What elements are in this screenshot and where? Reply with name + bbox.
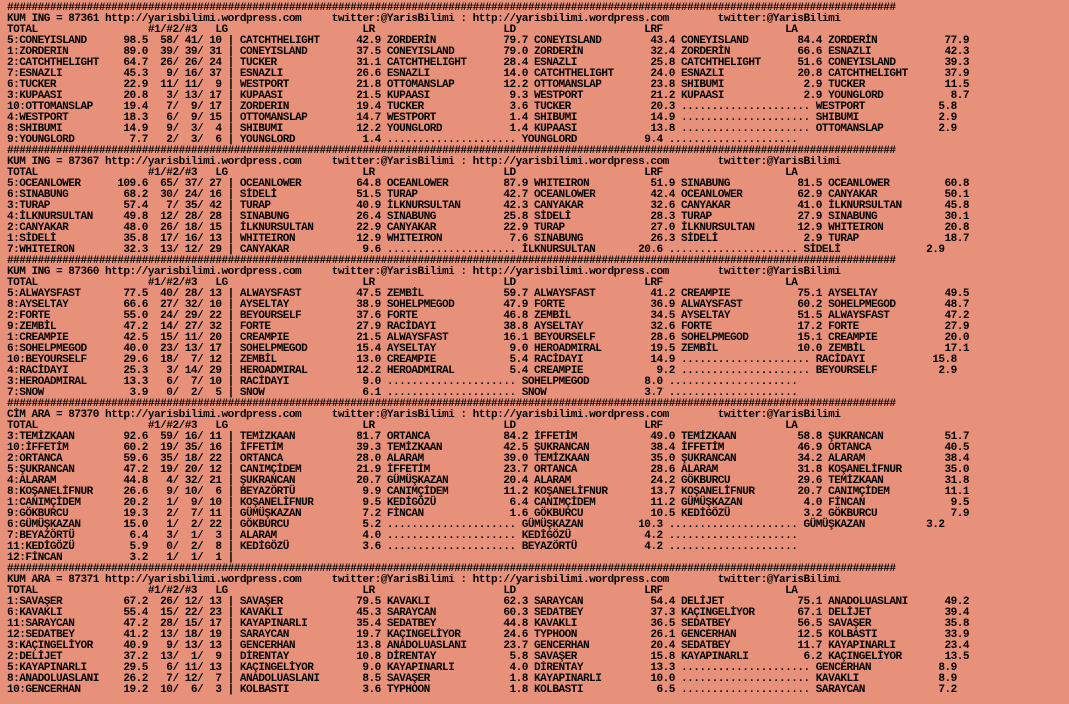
section-divider: ################################################################################################################################################# (7, 255, 896, 267)
table-row: 1:ZORDERIN 89.0 39/ 39/ 31 | CONEYISLAND 37.5 CONEYISLAND 79.0 ZORDERİN 32.4 ZORDERİN 66.6 ESNAZLI 42.3 (7, 46, 969, 58)
table-row: 10:GENCERHAN 19.2 10/ 6/ 3 | KOLBASTI 3.6 TYPHOON 1.8 KOLBASTI 6.5 ..................... SARAYCAN 7.2 (7, 684, 957, 696)
table-row: 7:SNOW 3.9 0/ 2/ 5 | SNOW 6.1 ..................... SNOW 3.7 ..................... (7, 387, 798, 399)
race-header: KUM ING = 87360 http://yarisbilimi.wordpress.com twitter:@YarisBilimi : http://yarisbilimi.wordpress.com twitter:@YarisBilimi (7, 266, 841, 278)
table-row: 7:WHITEIRON 32.3 13/ 12/ 29 | CANYAKAR 9.6 ..................... İLKNURSULTAN 20.6 ..................... SİDELİ 2.9 (7, 244, 945, 256)
table-row: 12:FİNCAN 3.2 1/ 1/ 1 | (7, 552, 234, 564)
table-row: 2:FORTE 55.0 24/ 29/ 22 | BEYOURSELF 37.6 FORTE 46.8 ZEMBİL 34.5 AYSELTAY 51.5 ALWAYSFAST 47.2 (7, 310, 969, 322)
table-row: 7:ESNAZLI 45.3 9/ 16/ 37 | ESNAZLI 26.6 ESNAZLI 14.0 CATCHTHELIGHT 24.0 ESNAZLI 20.8 CATCHTHELIGHT 37.9 (7, 68, 969, 80)
table-row: 2:CANYAKAR 48.0 26/ 18/ 15 | İLKNURSULTAN 22.9 CANYAKAR 22.9 TURAP 27.0 İLKNURSULTAN 12.9 WHITEIRON 20.8 (7, 222, 969, 234)
table-row: 8:ANADOLUASLANI 26.2 7/ 12/ 7 | ANADOLUASLANI 8.5 SAVAŞER 1.8 KAYAPINARLI 10.0 ..................... KAVAKLI 8.9 (7, 673, 957, 685)
table-row: 5:OCEANLOWER 109.6 65/ 37/ 27 | OCEANLOWER 64.8 OCEANLOWER 87.9 WHITEIRON 51.9 SINABUNG 81.5 OCEANLOWER 60.8 (7, 178, 969, 190)
table-row: 5:ALWAYSFAST 77.5 40/ 28/ 13 | ALWAYSFAST 47.5 ZEMBİL 59.7 ALWAYSFAST 41.2 CREAMPIE 75.1 AYSELTAY 49.5 (7, 288, 969, 300)
table-row: 3:TEMİZKAAN 92.6 59/ 16/ 11 | TEMİZKAAN 81.7 ORTANCA 84.2 İFFETİM 49.0 TEMİZKAAN 58.8 ŞUKRANCAN 51.7 (7, 431, 969, 443)
table-row: 5:CONEYISLAND 98.5 58/ 41/ 10 | CATCHTHELIGHT 42.9 ZORDERİN 79.7 CONEYISLAND 43.4 CONEYISLAND 84.4 ZORDERİN 77.9 (7, 35, 969, 47)
table-row: 8:KOŞANELİFNUR 26.6 9/ 10/ 6 | BEYAZÖRTÜ 9.9 CANIMÇİDEM 11.2 KOŞANELİFNUR 13.7 KOŞANELİFNUR 20.7 CANIMÇİDEM 11.1 (7, 486, 969, 498)
table-row: 8:AYSELTAY 66.6 27/ 32/ 10 | AYSELTAY 38.9 SOHELPMEGOD 47.9 FORTE 36.9 ALWAYSFAST 60.2 SOHELPMEGOD 48.7 (7, 299, 969, 311)
table-row: 6:SINABUNG 68.2 30/ 24/ 16 | SİDELİ 51.5 TURAP 42.7 OCEANLOWER 42.4 OCEANLOWER 62.9 CANYAKAR 50.1 (7, 189, 969, 201)
table-row: 7:BEYAZÖRTÜ 6.4 3/ 1/ 3 | ALARAM 4.0 ..................... KEDİGÖZÜ 4.2 ..................... (7, 530, 798, 542)
table-row: 9:GÖKBURCU 19.3 2/ 7/ 11 | GÜMÜŞKAZAN 7.2 FİNCAN 1.6 GÖKBURCU 10.5 KEDİGÖZÜ 3.2 GÖKBURCU 7.9 (7, 508, 969, 520)
table-row: 10:İFFETİM 60.2 19/ 35/ 16 | İFFETİM 39.3 TEMİZKAAN 42.5 ŞUKRANCAN 38.4 İFFETİM 46.9 ORTANCA 40.5 (7, 442, 969, 454)
table-row: 11:SARAYCAN 47.2 28/ 15/ 17 | KAYAPINARLI 35.4 SEDATBEY 44.8 KAVAKLI 36.5 SEDATBEY 56.5 SAVAŞER 35.8 (7, 618, 969, 630)
column-header: TOTAL #1/#2/#3 LG LR LD LRF LA (7, 167, 798, 179)
table-row: 4:ALARAM 44.8 4/ 32/ 21 | ŞUKRANCAN 20.7 GÜMÜŞKAZAN 20.4 ALARAM 24.2 GÖKBURCU 29.6 TEMİZKAAN 31.8 (7, 475, 969, 487)
table-row: 5:ŞUKRANCAN 47.2 19/ 20/ 12 | CANIMÇİDEM 21.9 İFFETİM 23.7 ORTANCA 28.6 ALARAM 31.8 KOŞANELİFNUR 35.0 (7, 464, 969, 476)
table-row: 6:KAVAKLI 55.4 15/ 22/ 23 | KAVAKLI 45.3 SARAYCAN 60.3 SEDATBEY 37.3 KAÇINGELİYOR 67.1 DELİJET 39.4 (7, 607, 969, 619)
race-statistics-document (7, 3, 969, 696)
column-header: TOTAL #1/#2/#3 LG LR LD LRF LA (7, 585, 798, 597)
table-row: 10:BEYOURSELF 29.6 18/ 7/ 12 | ZEMBİL 13.0 CREAMPIE 5.4 RACİDAYI 14.9 ..................... RACİDAYI 15.8 (7, 354, 957, 366)
table-row: 2:ORTANCA 59.6 35/ 18/ 22 | ORTANCA 28.0 ALARAM 39.0 TEMİZKAAN 35.0 ŞUKRANCAN 34.2 ALARAM 38.4 (7, 453, 969, 465)
table-row: 6:SOHELPMEGOD 40.0 23/ 13/ 17 | SOHELPMEGOD 15.4 AYSELTAY 9.0 HEROADMIRAL 19.5 ZEMBİL 10.0 ZEMBİL 17.1 (7, 343, 969, 355)
table-row: 1:CREAMPIE 42.5 15/ 11/ 20 | CREAMPIE 21.5 ALWAYSFAST 16.1 BEYOURSELF 28.6 SOHELPMEGOD 15.1 CREAMPIE 20.0 (7, 332, 969, 344)
table-row: 4:RACİDAYI 25.3 3/ 14/ 29 | HEROADMIRAL 12.2 HEROADMIRAL 5.4 CREAMPIE 9.2 ..................... BEYOURSELF 2.9 (7, 365, 957, 377)
column-header: TOTAL #1/#2/#3 LG LR LD LRF LA (7, 24, 798, 36)
table-row: 3:TURAP 57.4 7/ 35/ 42 | TURAP 40.9 İLKNURSULTAN 42.3 CANYAKAR 32.6 CANYAKAR 41.0 İLKNURSULTAN 45.8 (7, 200, 969, 212)
table-row: 9:ZEMBİL 47.2 14/ 27/ 32 | FORTE 27.9 RACİDAYI 38.8 AYSELTAY 32.6 FORTE 17.2 FORTE 27.9 (7, 321, 969, 333)
table-row: 3:KAÇINGELİYOR 40.9 9/ 13/ 13 | GENCERHAN 13.8 ANADOLUASLANI 23.7 GENCERHAN 20.4 SEDATBEY 11.7 KAYAPINARLI 23.4 (7, 640, 969, 652)
column-header: TOTAL #1/#2/#3 LG LR LD LRF LA (7, 420, 798, 432)
table-row: 1:SAVAŞER 67.2 26/ 12/ 13 | SAVAŞER 79.5 KAVAKLI 62.3 SARAYCAN 54.4 DELİJET 75.1 ANADOLUASLANI 49.2 (7, 596, 969, 608)
table-row: 2:DELİJET 37.2 13/ 1/ 9 | DİRENTAY 10.8 DİRENTAY 5.8 SAVAŞER 15.8 KAYAPINARLI 6.2 KAÇINGELİYOR 13.5 (7, 651, 969, 663)
table-row: 3:HEROADMIRAL 13.3 6/ 7/ 10 | RACİDAYI 9.0 ..................... SOHELPMEGOD 8.0 ..................... (7, 376, 798, 388)
table-row: 9:YOUNGLORD 7.7 2/ 3/ 6 | YOUNGLORD 1.4 ..................... YOUNGLORD 9.4 ..................... (7, 134, 798, 146)
race-header: KUM ING = 87367 http://yarisbilimi.wordpress.com twitter:@YarisBilimi : http://yarisbilimi.wordpress.com twitter:@YarisBilimi (7, 156, 841, 168)
section-divider: ################################################################################################################################################# (7, 2, 896, 14)
table-row: 2:CATCHTHELIGHT 64.7 26/ 26/ 24 | TUCKER 31.1 CATCHTHELIGHT 28.4 ESNAZLI 25.8 CATCHTHELIGHT 51.6 CONEYISLAND 39.3 (7, 57, 969, 69)
table-row: 4:WESTPORT 18.3 6/ 9/ 15 | OTTOMANSLAP 14.7 WESTPORT 1.4 SHIBUMI 14.9 ..................... SHIBUMI 2.9 (7, 112, 957, 124)
section-divider: ################################################################################################################################################# (7, 145, 896, 157)
table-row: 12:SEDATBEY 41.2 13/ 18/ 19 | SARAYCAN 19.7 KAÇINGELİYOR 24.6 TYPHOON 26.1 GENCERHAN 12.5 KOLBASTI 33.9 (7, 629, 969, 641)
column-header: TOTAL #1/#2/#3 LG LR LD LRF LA (7, 277, 798, 289)
table-row: 3:KUPAASI 20.8 3/ 13/ 17 | KUPAASI 21.5 KUPAASI 9.3 WESTPORT 21.2 KUPAASI 2.9 YOUNGLORD 8.7 (7, 90, 969, 102)
race-header: CİM ARA = 87370 http://yarisbilimi.wordpress.com twitter:@YarisBilimi : http://yarisbilimi.wordpress.com twitter:@YarisBilimi (7, 409, 841, 421)
table-row: 8:SHIBUMI 14.9 9/ 3/ 4 | SHIBUMI 12.2 YOUNGLORD 1.4 KUPAASI 13.8 ..................... OTTOMANSLAP 2.9 (7, 123, 957, 135)
race-header: KUM ARA = 87371 http://yarisbilimi.wordpress.com twitter:@YarisBilimi : http://yarisbilimi.wordpress.com twitter:@YarisBilimi (7, 574, 841, 586)
race-header: KUM ING = 87361 http://yarisbilimi.wordpress.com twitter:@YarisBilimi : http://yarisbilimi.wordpress.com twitter:@YarisBilimi (7, 13, 841, 25)
section-divider: ################################################################################################################################################# (7, 398, 896, 410)
table-row: 5:KAYAPINARLI 29.5 6/ 11/ 13 | KAÇINGELİYOR 9.0 KAYAPINARLI 4.0 DİRENTAY 13.3 ..................... GENCERHAN 8.9 (7, 662, 957, 674)
table-row: 1:SİDELİ 35.8 17/ 16/ 13 | WHITEIRON 12.9 WHITEIRON 7.6 SINABUNG 26.3 SİDELİ 2.9 TURAP 18.7 (7, 233, 969, 245)
table-row: 1:CANIMÇİDEM 20.2 1/ 9/ 10 | KOŞANELİFNUR 9.5 KEDİGÖZÜ 6.4 CANIMÇİDEM 11.2 GÜMÜŞKAZAN 4.0 FİNCAN 9.5 (7, 497, 969, 509)
table-row: 10:OTTOMANSLAP 19.4 7/ 9/ 17 | ZORDERIN 19.4 TUCKER 3.6 TUCKER 20.3 ..................... WESTPORT 5.8 (7, 101, 957, 113)
table-row: 6:TUCKER 22.9 11/ 11/ 9 | WESTPORT 21.8 OTTOMANSLAP 12.2 OTTOMANSLAP 23.8 SHIBUMI 2.9 TUCKER 11.5 (7, 79, 969, 91)
table-row: 6:GÜMÜŞKAZAN 15.0 1/ 2/ 22 | GÖKBURCU 5.2 ..................... GÜMÜŞKAZAN 10.3 ..................... GÜMÜŞKAZAN 3.2 (7, 519, 945, 531)
table-row: 4:İLKNURSULTAN 49.8 12/ 28/ 28 | SINABUNG 26.4 SINABUNG 25.8 SİDELİ 28.3 TURAP 27.9 SINABUNG 30.1 (7, 211, 969, 223)
section-divider: ################################################################################################################################################# (7, 563, 896, 575)
table-row: 11:KEDİGÖZÜ 5.9 0/ 2/ 8 | KEDİGÖZÜ 3.6 ..................... BEYAZÖRTÜ 4.2 ..................... (7, 541, 798, 553)
